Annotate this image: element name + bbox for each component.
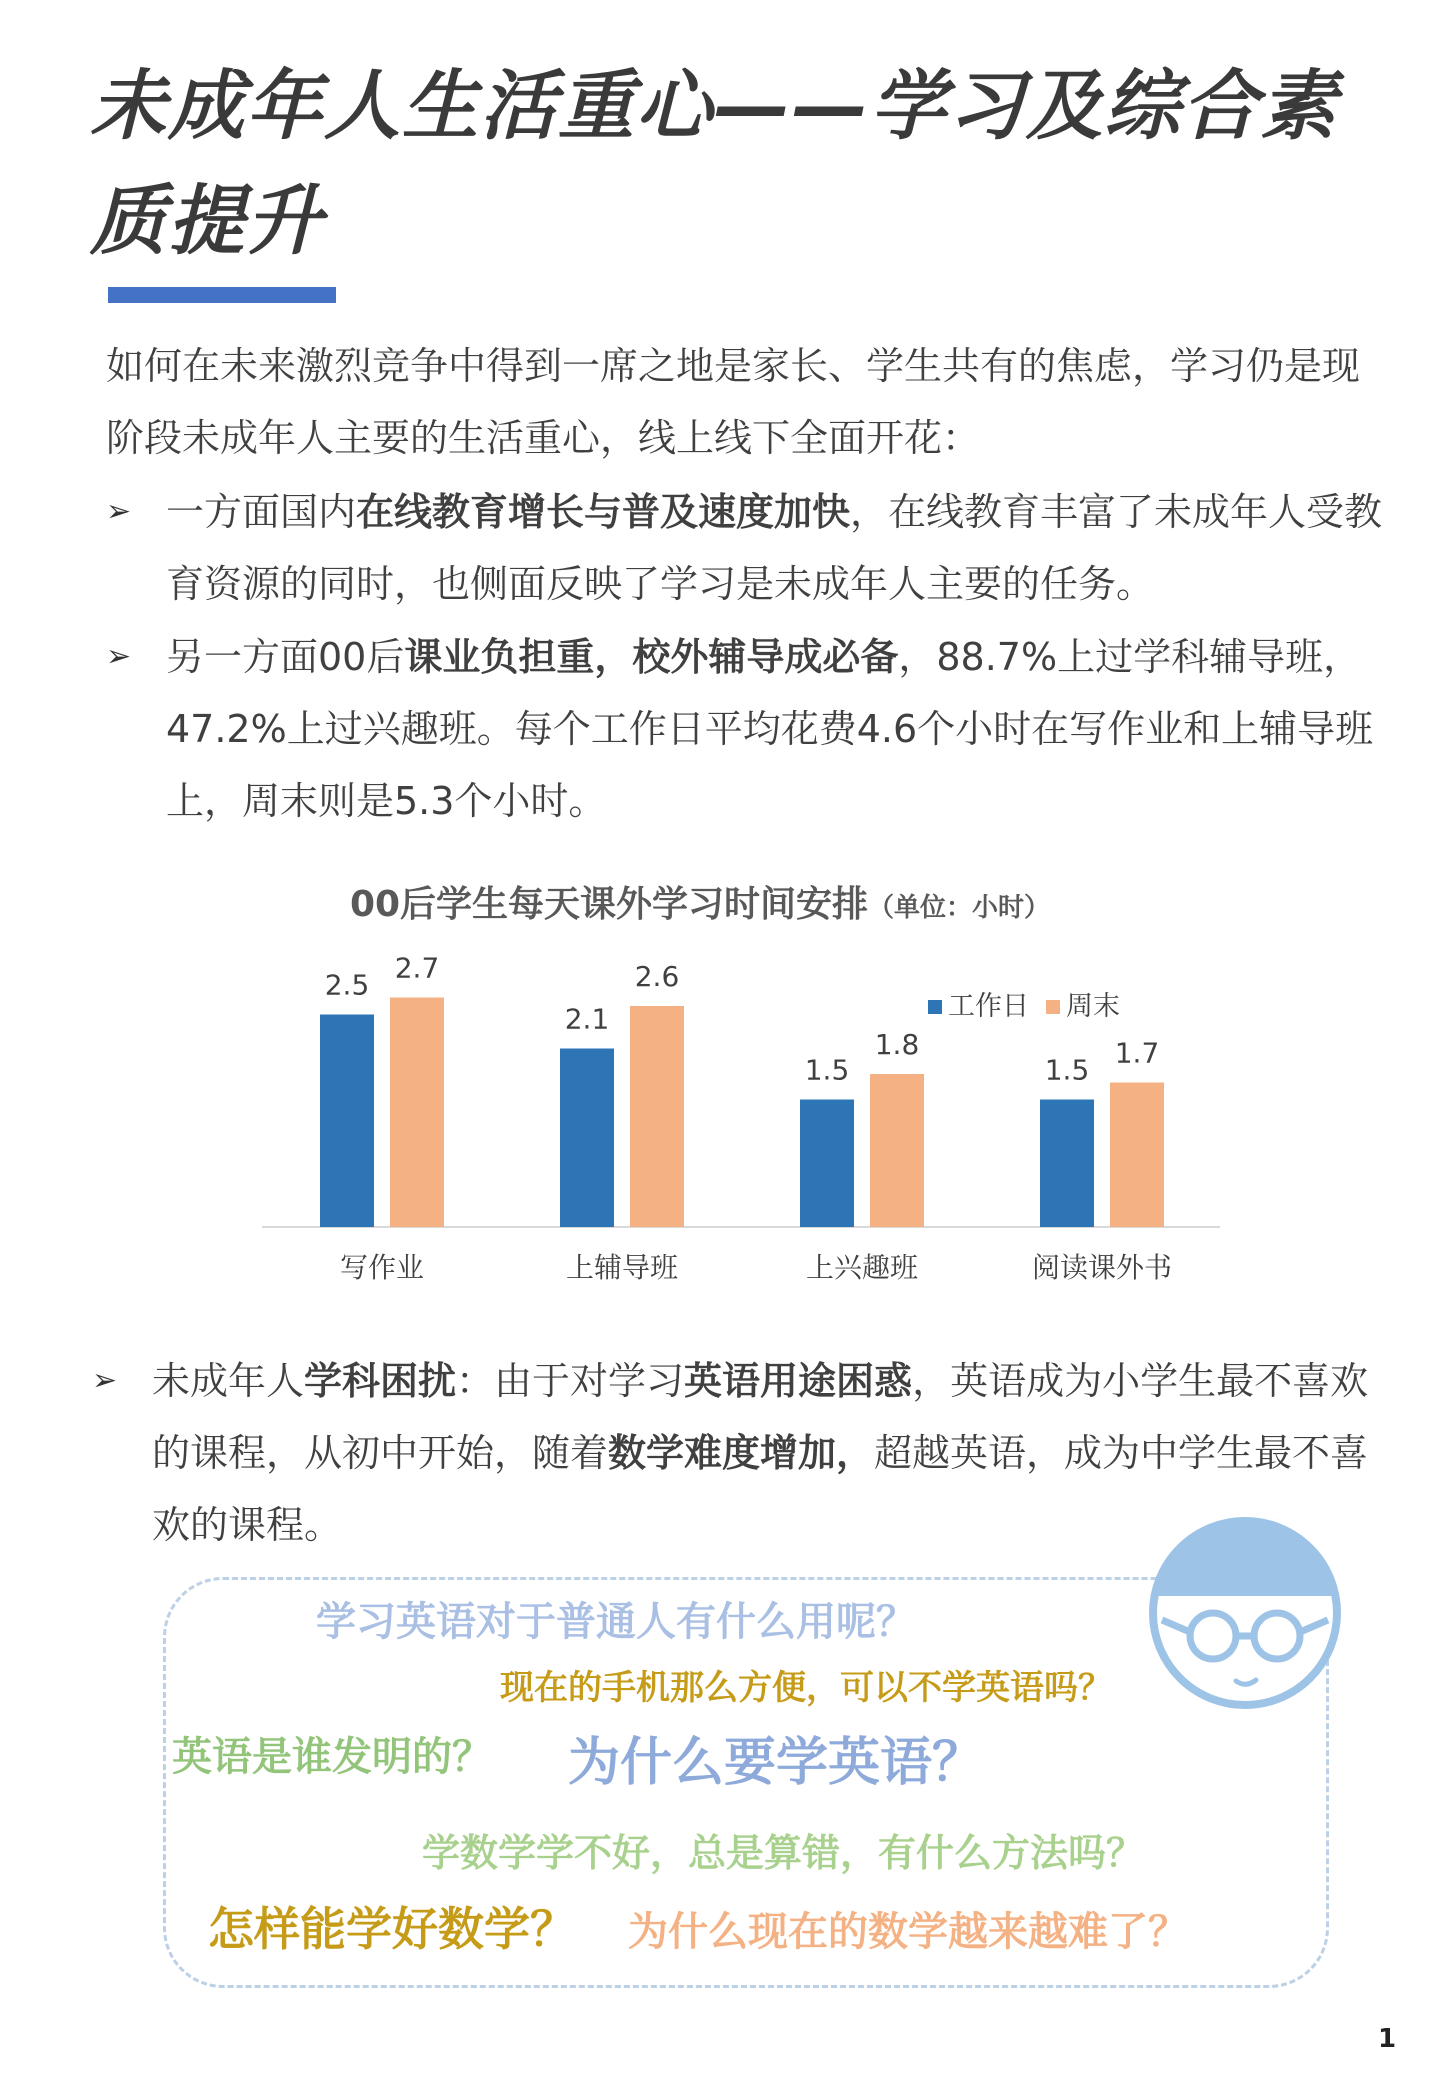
- legend-label: 工作日: [948, 991, 1029, 1022]
- bar-工作日-阅读课外书: [1040, 1100, 1094, 1228]
- data-label: 1.7: [1114, 1036, 1160, 1070]
- bar-工作日-写作业: [320, 1015, 374, 1228]
- data-label: 1.5: [804, 1053, 850, 1087]
- bullet-arrow-icon: ➢: [92, 1363, 118, 1398]
- question-who-invented-english: 英语是谁发明的？: [172, 1734, 492, 1780]
- data-label: 1.8: [874, 1028, 920, 1061]
- data-label: 2.6: [634, 960, 680, 993]
- bar-工作日-上辅导班: [560, 1049, 614, 1228]
- page-number: 1: [1378, 2024, 1397, 2054]
- question-learn-math: 怎样能学好数学？: [208, 1902, 576, 1956]
- bar-工作日-上兴趣班: [800, 1100, 854, 1228]
- question-math-harder: 为什么现在的数学越来越难了？: [628, 1909, 1188, 1955]
- intro-paragraph: 如何在未来激烈竞争中得到一席之地是家长、学生共有的焦虑，学习仍是现阶段未成年人主要的生活重心，线上线下全面开花：: [106, 344, 1361, 460]
- question-phone-english: 现在的手机那么方便，可以不学英语吗？: [500, 1668, 1112, 1708]
- bar-周末-写作业: [390, 998, 444, 1228]
- data-label: 2.1: [564, 1002, 610, 1036]
- page-title: 未成年人生活重心——学习及综合素质提升: [90, 61, 1338, 265]
- chart-title: 00后学生每天课外学习时间安排（单位：小时）: [349, 884, 1051, 925]
- x-tick-label: 阅读课外书: [1031, 1251, 1173, 1284]
- question-english-use: 学习英语对于普通人有什么用呢？: [316, 1599, 916, 1645]
- data-label: 1.5: [1044, 1053, 1090, 1087]
- study-time-bar-chart: [0, 940, 1440, 1320]
- question-math-method: 学数学学不好，总是算错，有什么方法吗？: [422, 1831, 1145, 1875]
- bullet-arrow-icon: ➢: [106, 494, 132, 529]
- x-tick-label: 写作业: [339, 1251, 425, 1284]
- bullet-arrow-icon: ➢: [106, 639, 132, 674]
- legend-swatch: [1046, 1000, 1060, 1014]
- bullet-text: 另一方面00后课业负担重，校外辅导成必备，88.7%上过学科辅导班，47.2%上过兴趣班。每个工作日平均花费4.6个小时在写作业和上辅导班上，周末则是5.3个小时。: [166, 635, 1374, 823]
- legend-label: 周末: [1066, 991, 1120, 1022]
- bar-周末-上辅导班: [630, 1006, 684, 1227]
- x-tick-label: 上兴趣班: [805, 1251, 919, 1284]
- x-tick-label: 上辅导班: [565, 1251, 679, 1284]
- data-label: 2.7: [394, 951, 440, 985]
- title-underline: [108, 287, 336, 303]
- student-face-icon: [1140, 1508, 1350, 1718]
- bullet-text: 一方面国内在线教育增长与普及速度加快，在线教育丰富了未成年人受教育资源的同时，也侧面反映了学习是未成年人主要的任务。: [166, 490, 1383, 606]
- legend-swatch: [928, 1000, 942, 1014]
- bar-周末-上兴趣班: [870, 1074, 924, 1227]
- data-label: 2.5: [324, 968, 370, 1002]
- question-why-learn-english: 为什么要学英语？: [568, 1733, 985, 1793]
- bar-周末-阅读课外书: [1110, 1083, 1164, 1228]
- bullet-text: 未成年人学科困扰：由于对学习英语用途困惑，英语成为小学生最不喜欢的课程，从初中开始，随着数学难度增加，超越英语，成为中学生最不喜欢的课程。: [152, 1359, 1369, 1547]
